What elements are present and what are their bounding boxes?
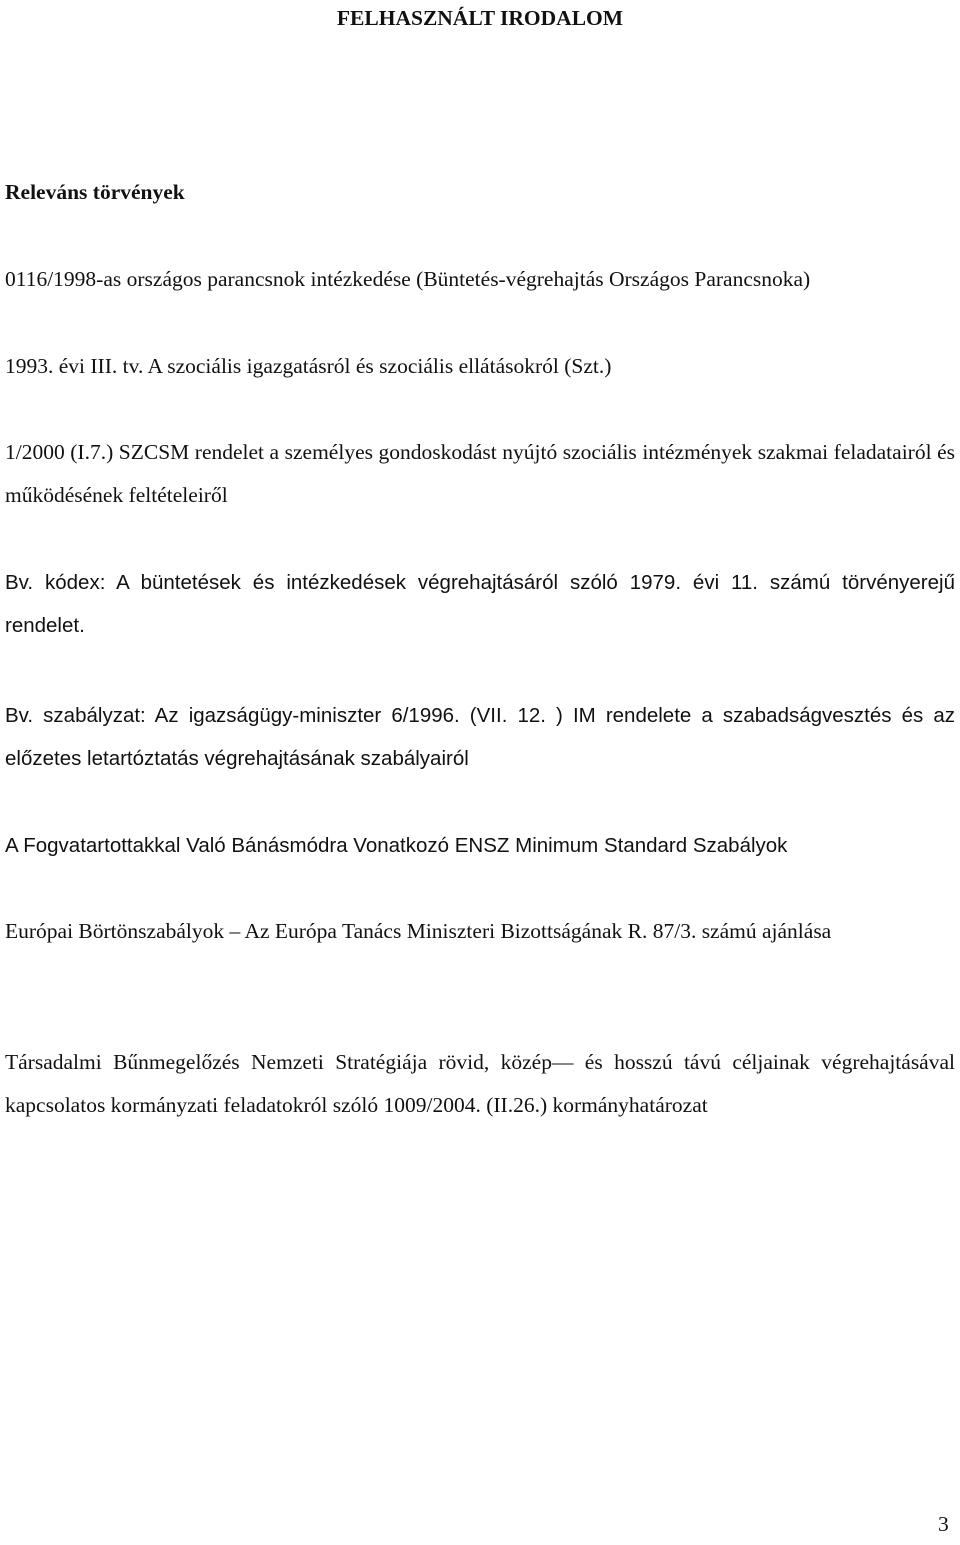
reference-entry: 1/2000 (I.7.) SZCSM rendelet a személyes gondoskodást nyújtó szociális intézmények szakmai feladatairól és működésének feltételeiről xyxy=(5,440,955,507)
reference-entry: Bv. szabályzat: Az igazságügy-miniszter 6/1996. (VII. 12. ) IM rendelete a szabadságvesztés és az előzetes letartóztatás végrehajtásának szabályairól xyxy=(5,704,955,770)
reference-entry: Társadalmi Bűnmegelőzés Nemzeti Stratégiája rövid, közép— és hosszú távú céljainak végrehajtásával kapcsolatos kormányzati feladatokról szóló 1009/2004. (II.26.) kormányhatározat xyxy=(5,1050,955,1117)
section-heading: Releváns törvények xyxy=(5,180,185,204)
reference-entry: 0116/1998-as országos parancsnok intézkedése (Büntetés-végrehajtás Országos Parancsnoka) xyxy=(5,267,811,291)
reference-entry: 1993. évi III. tv. A szociális igazgatásról és szociális ellátásokról (Szt.) xyxy=(5,354,612,378)
reference-entry: Európai Börtönszabályok – Az Európa Tanács Miniszteri Bizottságának R. 87/3. számú ajánlása xyxy=(5,919,832,943)
reference-entry: Bv. kódex: A büntetések és intézkedések végrehajtásáról szóló 1979. évi 11. számú törvényerejű rendelet. xyxy=(5,571,955,637)
page-title: FELHASZNÁLT IRODALOM xyxy=(336,6,624,30)
reference-entry: A Fogvatartottakkal Való Bánásmódra Vonatkozó ENSZ Minimum Standard Szabályok xyxy=(5,834,788,857)
page-number: 3 xyxy=(938,1512,949,1536)
